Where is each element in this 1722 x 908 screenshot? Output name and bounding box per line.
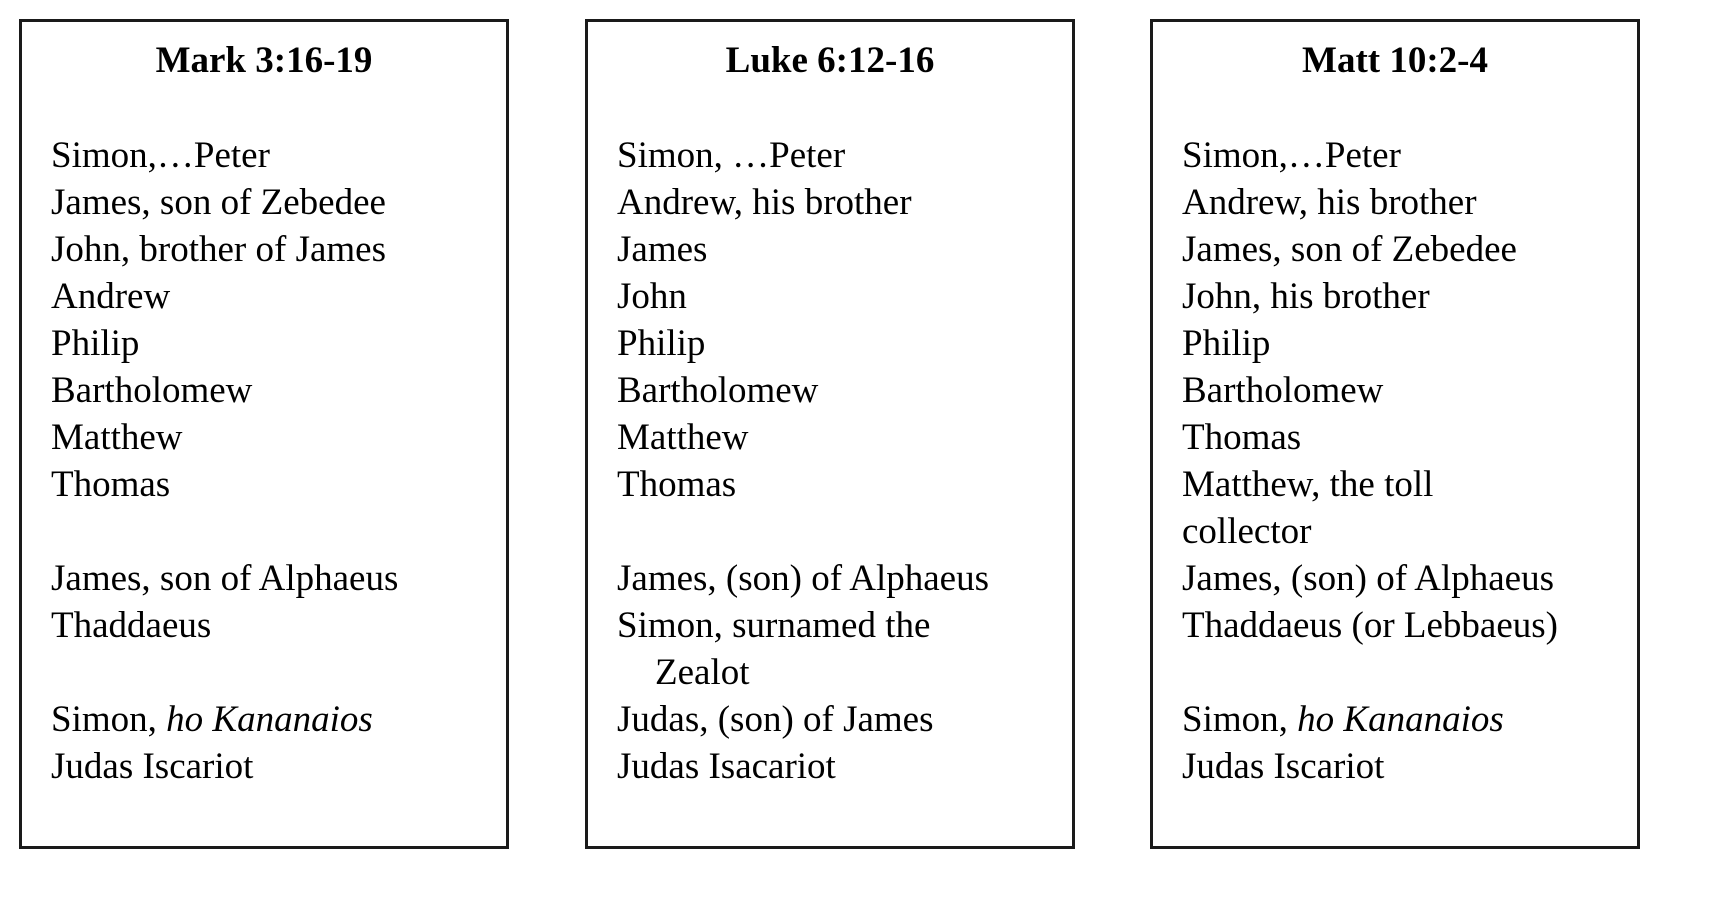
list-item: Andrew <box>51 276 171 317</box>
list-item: Thomas <box>51 464 171 505</box>
panel-matt <box>1150 19 1640 849</box>
list-item: Bartholomew <box>1182 370 1384 411</box>
name-prefix: Simon, <box>51 699 167 740</box>
list-item: James, (son) of Alphaeus <box>617 558 989 599</box>
list-item: Thaddaeus (or Lebbaeus) <box>1182 605 1558 646</box>
list-item: Simon,…Peter <box>1182 135 1401 176</box>
list-item: Judas Isacariot <box>617 746 836 787</box>
italic-epithet: ho Kananaios <box>1297 699 1504 740</box>
panel-luke <box>585 19 1075 849</box>
list-item: James, son of Zebedee <box>51 182 386 223</box>
list-item: Simon, surnamed the <box>617 605 931 646</box>
apostle-list <box>1182 132 1629 790</box>
list-item: Matthew, the toll collector <box>1182 464 1434 552</box>
list-item: Matthew <box>51 417 183 458</box>
list-item: Simon,…Peter <box>51 135 270 176</box>
list-item: James, son of Zebedee <box>1182 229 1517 270</box>
list-item: James <box>617 229 708 270</box>
list-item: John, brother of James <box>51 229 386 270</box>
list-item: Judas, (son) of James <box>617 699 934 740</box>
panel-title: Luke 6:12-16 <box>725 40 935 81</box>
list-item: Philip <box>617 323 706 364</box>
list-item: Thomas <box>1182 417 1302 458</box>
list-item: James, son of Alphaeus <box>51 558 399 599</box>
list-item: John <box>617 276 687 317</box>
panel-mark <box>19 19 509 849</box>
apostle-list <box>51 132 498 790</box>
name-prefix: Simon, <box>1182 699 1298 740</box>
list-item: Judas Iscariot <box>51 746 254 787</box>
list-item: Simon, …Peter <box>617 135 846 176</box>
list-item: Philip <box>1182 323 1271 364</box>
apostle-list <box>617 132 1064 790</box>
list-item <box>1182 696 1629 743</box>
list-item: Bartholomew <box>617 370 819 411</box>
italic-epithet: ho Kananaios <box>166 699 373 740</box>
list-item: Philip <box>51 323 140 364</box>
list-item: Thaddaeus <box>51 605 212 646</box>
list-item: James, (son) of Alphaeus <box>1182 558 1554 599</box>
list-item: Bartholomew <box>51 370 253 411</box>
list-item: Zealot <box>655 652 750 693</box>
list-item: Andrew, his brother <box>617 182 912 223</box>
list-item: Matthew <box>617 417 749 458</box>
list-item: Thomas <box>617 464 737 505</box>
list-item: John, his brother <box>1182 276 1430 317</box>
panel-title: Matt 10:2-4 <box>1302 40 1488 81</box>
panel-title: Mark 3:16-19 <box>155 40 373 81</box>
list-item: Judas Iscariot <box>1182 746 1385 787</box>
list-item <box>51 696 498 743</box>
list-item: Andrew, his brother <box>1182 182 1477 223</box>
